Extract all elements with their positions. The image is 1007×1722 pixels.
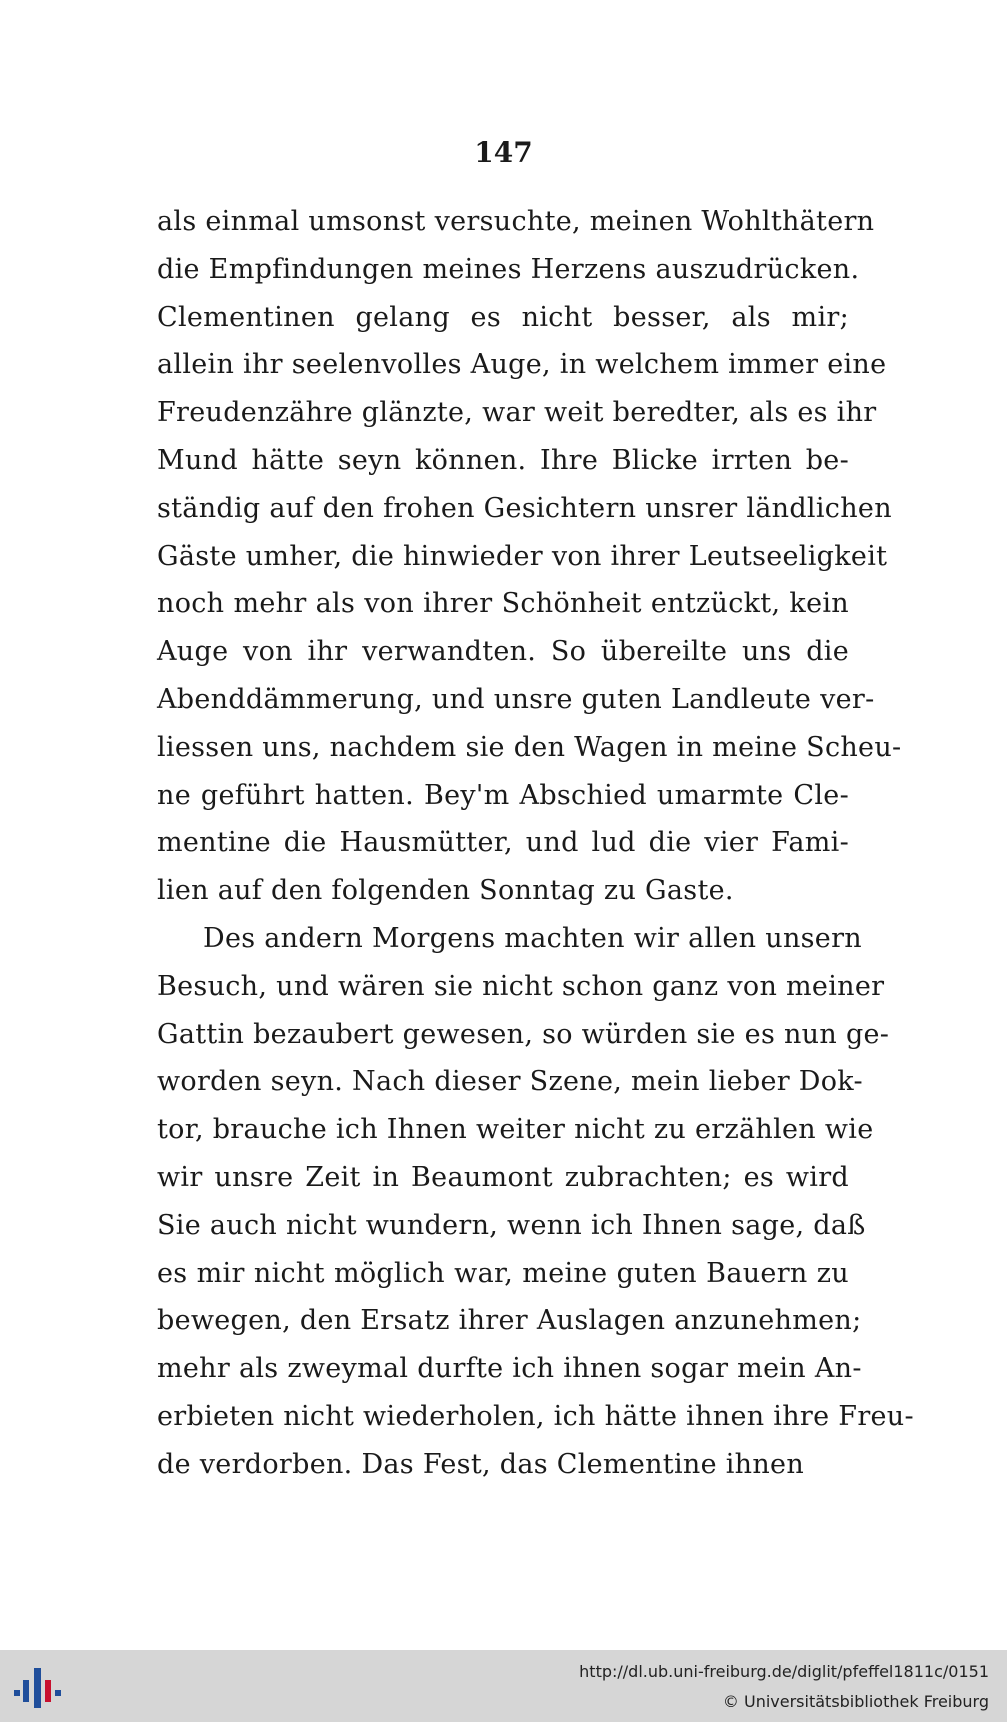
text-line: Mund hätte seyn können. Ihre Blicke irrten be- <box>157 444 849 476</box>
text-line: liessen uns, nachdem sie den Wagen in meine Scheu- <box>157 731 902 763</box>
text-line: ständig auf den frohen Gesichtern unsrer ländlichen <box>157 492 892 524</box>
text-line: Freudenzähre glänzte, war weit beredter, als es ihr <box>157 397 877 429</box>
text-line: Auge von ihr verwandten. So übereilte uns die <box>157 636 849 668</box>
text-line: wir unsre Zeit in Beaumont zubrachten; es wird <box>157 1161 849 1193</box>
ub-freiburg-logo-icon <box>12 1666 64 1710</box>
text-line: de verdorben. Das Fest, das Clementine ihnen <box>157 1448 805 1480</box>
footer-bar <box>0 1650 1007 1722</box>
text-line: Clementinen gelang es nicht besser, als mir; <box>157 301 849 333</box>
text-line: ne geführt hatten. Bey'm Abschied umarmte Cle- <box>157 779 849 811</box>
text-line: die Empfindungen meines Herzens auszudrücken. <box>157 253 860 285</box>
text-line: Des andern Morgens machten wir allen unsern <box>203 922 862 954</box>
text-line: als einmal umsonst versuchte, meinen Wohlthätern <box>157 206 875 237</box>
text-line: mentine die Hausmütter, und lud die vier Fami- <box>157 827 849 859</box>
text-line: lien auf den folgenden Sonntag zu Gaste. <box>157 875 734 907</box>
text-line: Sie auch nicht wundern, wenn ich Ihnen sage, daß <box>157 1209 866 1241</box>
text-line: worden seyn. Nach dieser Szene, mein lieber Dok- <box>157 1066 863 1098</box>
text-line: erbieten nicht wiederholen, ich hätte ihnen ihre Freu- <box>157 1400 914 1432</box>
page-number: 147 <box>474 136 533 169</box>
text-line: allein ihr seelenvolles Auge, in welchem immer eine <box>157 349 887 381</box>
footer-copyright: © Universitätsbibliothek Freiburg <box>722 1692 989 1711</box>
text-line: Gäste umher, die hinwieder von ihrer Leutseeligkeit <box>157 540 888 572</box>
text-line: noch mehr als von ihrer Schönheit entzückt, kein <box>157 588 849 620</box>
text-line: Gattin bezaubert gewesen, so würden sie es nun ge- <box>157 1018 890 1050</box>
text-line: es mir nicht möglich war, meine guten Bauern zu <box>157 1257 849 1289</box>
text-line: Abenddämmerung, und unsre guten Landleute ver- <box>157 683 875 715</box>
text-line: mehr als zweymal durfte ich ihnen sogar mein An- <box>157 1353 862 1385</box>
text-line: Besuch, und wären sie nicht schon ganz von meiner <box>157 970 885 1002</box>
text-line: tor, brauche ich Ihnen weiter nicht zu erzählen wie <box>157 1114 874 1146</box>
text-line: bewegen, den Ersatz ihrer Auslagen anzunehmen; <box>157 1305 862 1337</box>
page-text <box>157 198 914 1489</box>
footer-url-link[interactable]: http://dl.ub.uni-freiburg.de/diglit/pfeffel1811c/0151 <box>579 1662 989 1681</box>
